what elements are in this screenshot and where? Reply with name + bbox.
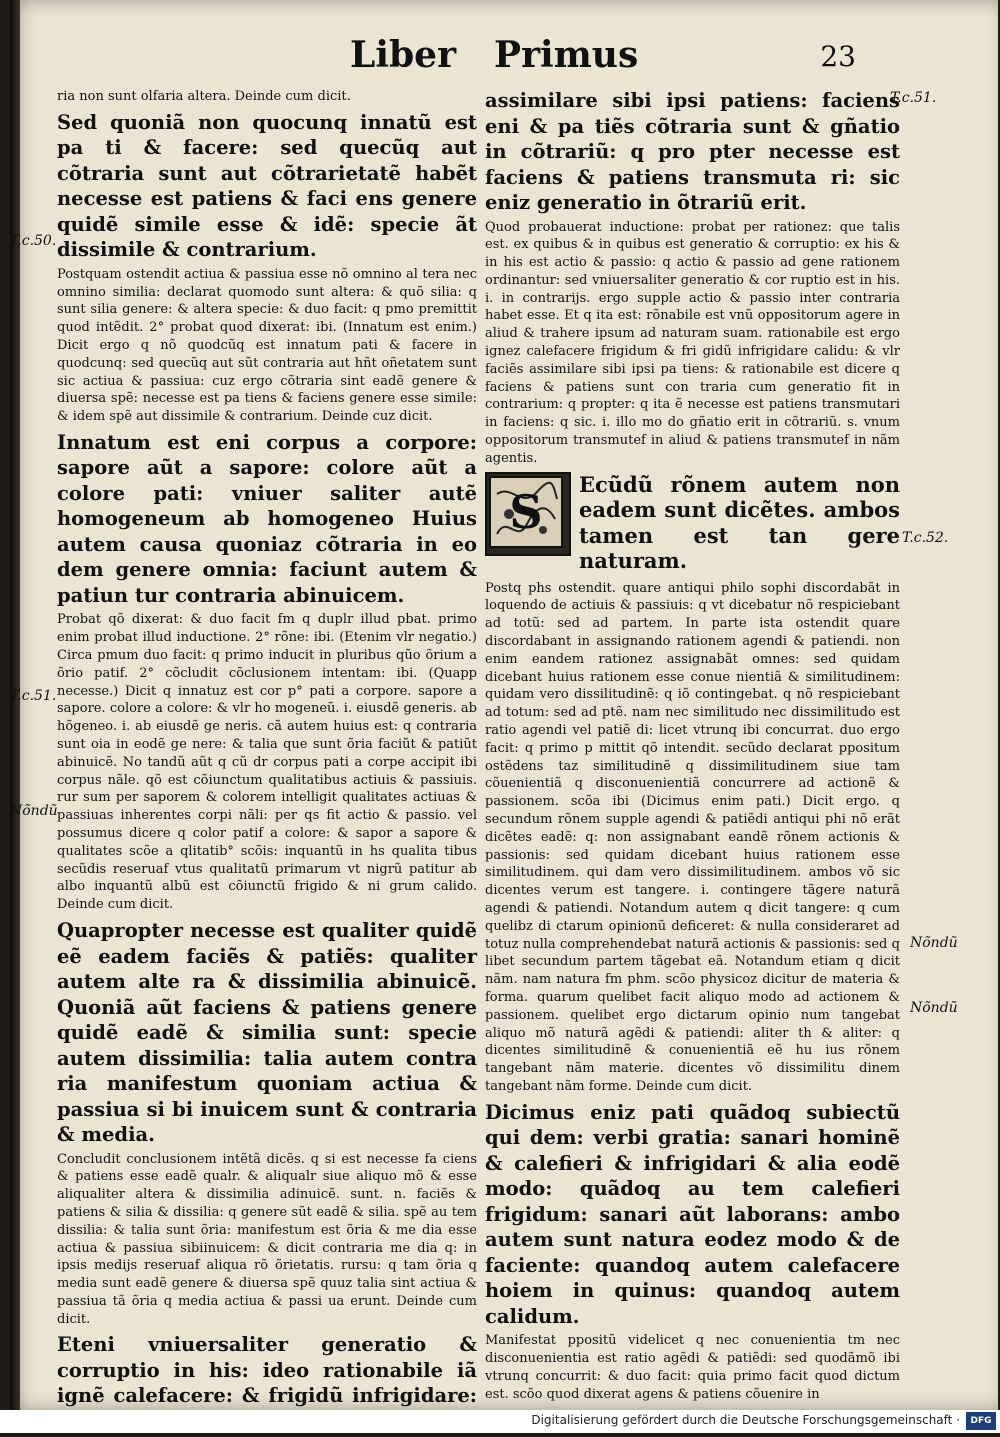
text-paragraph: Sed quoniã non quocunq innatũ est pa ti & facere: sed quecũq aut cõtraria sunt aut cõtrarietatẽ habẽt necesse est patiens & faci ens genere quidẽ simile esse & idẽ: specie ãt dissimile & contrarium.: [57, 110, 477, 262]
svg-text:S: S: [509, 484, 543, 539]
commentary-paragraph: ria non sunt olfaria altera. Deinde cum dicit.: [57, 89, 351, 104]
header-liber: Liber: [350, 34, 457, 76]
decorated-initial-icon: [485, 472, 571, 556]
commentary-paragraph: Concludit conclusionem intẽtã dicẽs. q si est necesse fa ciens & patiens esse eadẽ qualr. & aliqualr siue aliquo mõ & esse aliqualiter altera & dissimilia adinuicẽ. sunt. n. faciẽs & patiens & silia & dissilia: q genere sũt eadẽ & silia. spẽ au tem dissilia: & talia sunt õria: manifestum est õria & me dia esse actiua & passiua sibiinuicem: & dicit contraria me dia q: in ipsis medijs reseruaf aliqua rõ õrietatis. rursu: q tam õria q media sunt eadẽ genere & diuersa spẽ quuz talia sint actiua & passiua tã õria q media actiua & passi ua erunt. Deinde cum dicit.: [57, 1151, 477, 1327]
text-paragraph: assimilare sibi ipsi patiens: faciens eni & pa tiẽs cõtraria sunt & gñatio in cõtrariũ: q pro pter necesse est faciens & patiens transmuta ri: sic eniz generatio in õtrariũ erit.: [485, 89, 900, 214]
text-paragraph: Eteni vniuersaliter generatio & corruptio in his: ideo rationabile iã ignẽ calefacere: & frigidũ infrigidare:: [57, 1333, 477, 1408]
dropcap-paragraph: [485, 472, 900, 574]
right-column-top: [485, 88, 900, 468]
footer-bar: [0, 1410, 1000, 1433]
text-paragraph: Quapropter necesse est qualiter quidẽ eẽ eadem faciẽs & patiẽs: qualiter autem alte ra & dissimilia abinuicẽ. Quoniã aũt faciens & patiens genere quidẽ eadẽ & similia sunt: specie autem dissimilia: talia autem contra ria manifestum quoniam actiua & passiua si bi inuicem sunt & contraria & media.: [57, 919, 477, 1147]
commentary-paragraph: Postq phs ostendit. quare antiqui philo sophi discordabãt in loquendo de actiuis & passiuis: q vt dicebatur nõ respiciebant ad totũ: sed ad partem. In parte ista ostendit quare discordabant in assignando rationem agendi & patiendi. non enim eandem rationez assignabãt omnes: sed quidam dicebant huius rationem esse conue nientiã & similitudinem: quidam vero dissilitudinẽ: q iõ contingebat. q nõ respiciebant ad totum: sed ad ptẽ. nam nec similitudo nec dissimilitudo est ratio agendi vel patiẽ di: licet vtrunq ibi concurrat. duo ergo facit: q primo p mittit qõ intendit. secũdo declarat ppositum ostẽdens taz similitudinẽ q dissimilitudinem siue tam cõuenientiã q disconuenientiã concurrere ad actionẽ & passionem. scõa ibi (Dicimus enim pati.) Dicit ergo. q secundum rõnem supple agendi & patiẽdi antiqui phi nõ erãt dicẽtes eadẽ: q: non assignabant eandẽ rõnem actionis & passionis: sed quidam dicebant huius rationem esse similitudinem. qui dam vero dissimilitudinem. ambos võ sic dicentes verum est tangere. i. contingere tãgere naturã agendi & patiendi. Notandum autem q dicit tangere: q cum quelibz di ctarum opinionũ deficeret: & nulla consideraret ad totuz nulla comprehendebat naturã actionis & passionis: sed q libet secundum partem tãgebat eã. Notandum etiam q dicit nãm. nam natura fm phm. scõo physicoz dicitur de materia & forma. quarum quelibet facit aliquo modo ad actionem & passionem. quelibet ergo dictarum opinio num tangebat aliquo mõ naturã agẽdi & patiendi: aliter th & aliter: q dicentes similitudinẽ & conuenientiã eẽ hu ius rõnem tangebant nãm materie. dicentes võ dissimilitu dinem tangebant nãm forme. Deinde cum dicit.: [485, 580, 900, 1094]
text-paragraph: Dicimus eniz pati quãdoq subiectũ qui dem: verbi gratia: sanari hominẽ & calefieri & infrigidari & alia eodẽ modo: quãdoq au tem calefieri frigidum: sanari aũt laborans: ambo autem sunt natura eodez modo & de faciente: quandoq autem calefacere hoiem in quinus: quandoq autem calidum.: [485, 1100, 900, 1328]
margin-note-nondu-left: Nõndũ: [10, 803, 58, 819]
right-column: [485, 88, 900, 1407]
commentary-paragraph: Probat qõ dixerat: & duo facit fm q duplr illud pbat. primo enim probat illud inductione. 2° rõne: ibi. (Etenim vlr negatio.) Circa pmum duo facit: q primo inducit in pluribus qũo õrium a õrio patif. 2° cõcludit cõclusionem intentam: ibi. (Quapp necesse.) Dicit q innatuz est cor p° pati a corpore. sapore a sapore. colore a colore: & vlr ho mogeneũ. i. eiusdẽ generis. ab hõgeneo. i. ab eiusdẽ ge neris. cã autem huius est: q contraria sunt oia in eodẽ ge nere: & talia que sunt õria faciũt & patiũt abinuicẽ. No tandũ aũt q cũ dr corpus pati a corpe accipit ibi corpus nãle. qõ est cõiunctum qualitatibus actiuis & passiuis. rur sum per saporem & colorem intelligit qualitates actiuas & passiuas inherentes corpi nãli: per qs fit actio & passio. vel possumus dicere q color patif a colore: & sapor a sapore & qualitates scõe a qlitatib° scõis: inquantũ in hs qualita tibus secũdis reseruaf vtus qualitatũ primarum vt nigrũ patitur ab albo inquantũ albũ est cõiunctũ frigido & ni grum calido. Deinde cum dicit.: [57, 612, 477, 913]
margin-note-tc51-top: T.c.51.: [890, 90, 937, 106]
margin-note-tc50: T.c.50.: [10, 233, 57, 249]
margin-note-tc52: T.c.52.: [902, 530, 949, 546]
folio-number: 23: [820, 40, 856, 73]
margin-note-nondu-right-2: Nõndũ: [910, 1000, 958, 1016]
margin-note-nondu-right-1: Nõndũ: [910, 935, 958, 951]
commentary-paragraph: Manifestat ppositũ videlicet q nec conuenientia tm nec disconuenientia est ratio agẽdi & patiẽdi: sed quodãmõ ibi vtrunq concurrit: & duo facit: quia primo facit quod dictum est. scõo quod dixerat agens & patiens cõuenire in: [485, 1333, 900, 1402]
running-header: [10, 28, 998, 88]
dfg-logo-icon: DFG: [966, 1412, 996, 1430]
header-primus: Primus: [494, 34, 639, 76]
book-page: [10, 0, 998, 1410]
dropcap-text: Ecũdũ rõnem autem non eadem sunt dicẽtes. ambos tamen est tan gere naturam.: [579, 471, 900, 574]
commentary-paragraph: Postquam ostendit actiua & passiua esse nõ omnino al tera nec omnino similia: declarat quomodo sunt altera: & quõ silia: q sunt silia genere: & altera specie: & duo facit: q pmo premittit quod intẽdit. 2° probat quod dixerat: ibi. (Innatum est enim.) Dicit ergo q nõ quodcũq est innatum pati & facere in quodcunq: sed quecũq aut sũt contraria aut hñt oñetatem sunt sic actiua & passiua: cuz ergo cõtraria sint eadẽ genere & diuersa spẽ: necesse est pa tiens & faciens genere esse simile: & idem spẽ aut dissimile & contrarium. Deinde cuz dicit.: [57, 266, 477, 425]
left-column: [57, 88, 477, 1437]
text-paragraph: Innatum est eni corpus a corpore: sapore aũt a sapore: colore aũt a colore pati: vniuer saliter autẽ homogeneum ab homogeneo Huius autem causa quoniaz cõtraria in eo dem genere omnia: faciunt autem & patiun tur contraria abinuicem.: [57, 430, 477, 607]
right-column-bottom: [485, 580, 900, 1404]
commentary-paragraph: Quod probauerat inductione: probat per rationez: que talis est. ex quibus & in quibus est generatio & corruptio: ex his & in his est actio & passio: q actio & passio ad gene rationem ordinantur: sed vniuersaliter generatio & cor ruptio est in his. i. in contrarijs. ergo supple actio & passio inter contraria habet esse. Et q ita est: rõnabile est vnũ oppositorum agere in aliud & trahere ipsum ad naturam suam. rationabile est ergo ignez calefacere frigidum & fri gidũ infrigidare calidu: & vlr faciẽs assimilare sibi ipsi pa tiens: & rationabile est dicere q faciens & patiens sunt con traria cum generatio fit in contrarium: q propter: q ita ẽ necesse est patiens transmutari in faciens: q sic. i. illo mo do gñatio erit in cõtrariũ. s. vnum oppositorum transmutef in aliud & patiens transmutef in nãm agentis.: [485, 219, 900, 466]
footer-credit: Digitalisierung gefördert durch die Deutsche Forschungsgemeinschaft ·: [531, 1413, 960, 1427]
margin-note-tc51-left: T.c.51.: [10, 688, 57, 704]
page-gutter-shadow: [10, 0, 20, 1410]
